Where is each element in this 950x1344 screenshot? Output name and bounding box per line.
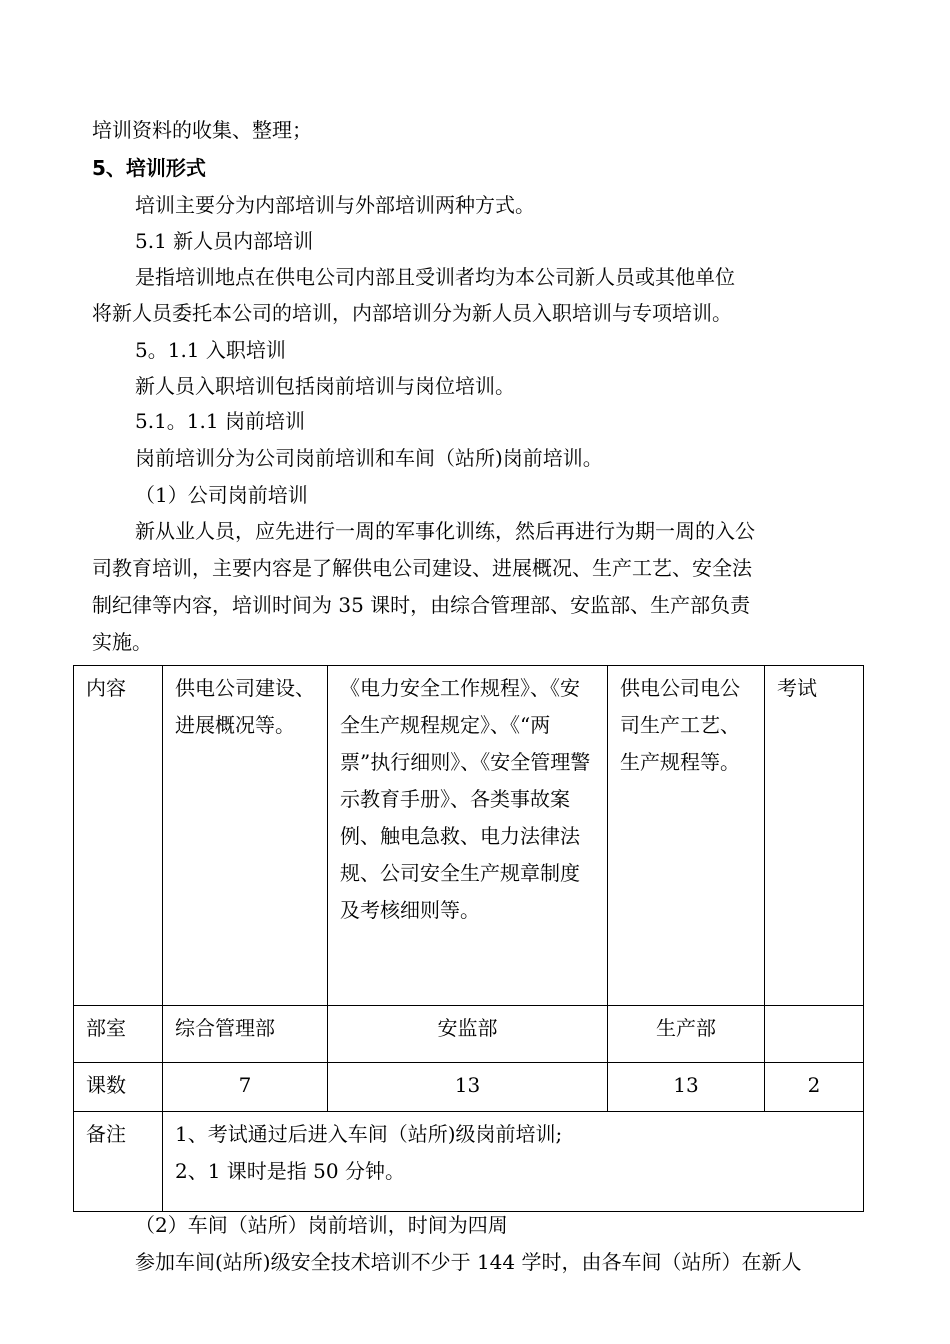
list-heading: （2）车间（站所）岗前培训，时间为四周 — [135, 1213, 508, 1237]
note-line: 2、1 课时是指 50 分钟。 — [175, 1159, 405, 1183]
subsection-heading: 5.1。1.1 岗前培训 — [135, 409, 305, 433]
row-label: 备注 — [74, 1112, 163, 1212]
training-table — [73, 665, 864, 1212]
subsection-heading: 5。1.1 入职培训 — [135, 338, 286, 362]
row-label: 部室 — [74, 1006, 163, 1063]
note-line: 1、考试通过后进入车间（站所)级岗前培训; — [175, 1122, 563, 1146]
text-line: 参加车间(站所)级安全技术培训不少于 144 学时，由各车间（站所）在新人 — [135, 1250, 802, 1274]
table-cell: 供电公司电公司生产工艺、生产规程等。 — [608, 666, 765, 1006]
table-row — [74, 1112, 864, 1212]
text-line: 将新人员委托本公司的培训，内部培训分为新人员入职培训与专项培训。 — [92, 301, 732, 325]
text-line: 司教育培训，主要内容是了解供电公司建设、进展概况、生产工艺、安全法 — [92, 556, 752, 580]
subsection-heading: 5.1 新人员内部培训 — [135, 229, 314, 253]
row-label: 内容 — [74, 666, 163, 1006]
table-cell: 综合管理部 — [163, 1006, 328, 1063]
list-heading: （1）公司岗前培训 — [135, 483, 308, 507]
table-cell — [765, 1006, 864, 1063]
row-label: 课数 — [74, 1063, 163, 1112]
text-line: 是指培训地点在供电公司内部且受训者均为本公司新人员或其他单位 — [135, 265, 735, 289]
table-cell: 安监部 — [328, 1006, 608, 1063]
table-cell: 13 — [608, 1063, 765, 1112]
table-row — [74, 1063, 864, 1112]
text-line: 实施。 — [92, 630, 152, 654]
table-row — [74, 666, 864, 1006]
table-cell: 考试 — [765, 666, 864, 1006]
table-cell: 生产部 — [608, 1006, 765, 1063]
text-line: 培训主要分为内部培训与外部培训两种方式。 — [135, 193, 535, 217]
table-cell: 供电公司建设、进展概况等。 — [163, 666, 328, 1006]
note-cell — [163, 1112, 864, 1212]
section-heading: 5、培训形式 — [92, 156, 206, 180]
table-cell: 2 — [765, 1063, 864, 1112]
text-line: 培训资料的收集、整理； — [92, 118, 312, 142]
table-cell: 《电力安全工作规程》、《安全生产规程规定》、《“两票”执行细则》、《安全管理警示教育手册》、各类事故案例、触电急救、电力法律法规、公司安全生产规章制度及考核细则等。 — [328, 666, 608, 1006]
text-line: 新人员入职培训包括岗前培训与岗位培训。 — [135, 374, 515, 398]
text-line: 岗前培训分为公司岗前培训和车间（站所)岗前培训。 — [135, 446, 603, 470]
table-cell: 13 — [328, 1063, 608, 1112]
table-cell: 7 — [163, 1063, 328, 1112]
text-line: 新从业人员，应先进行一周的军事化训练，然后再进行为期一周的入公 — [135, 519, 755, 543]
text-line: 制纪律等内容，培训时间为 35 课时，由综合管理部、安监部、生产部负责 — [92, 593, 751, 617]
table-row — [74, 1006, 864, 1063]
